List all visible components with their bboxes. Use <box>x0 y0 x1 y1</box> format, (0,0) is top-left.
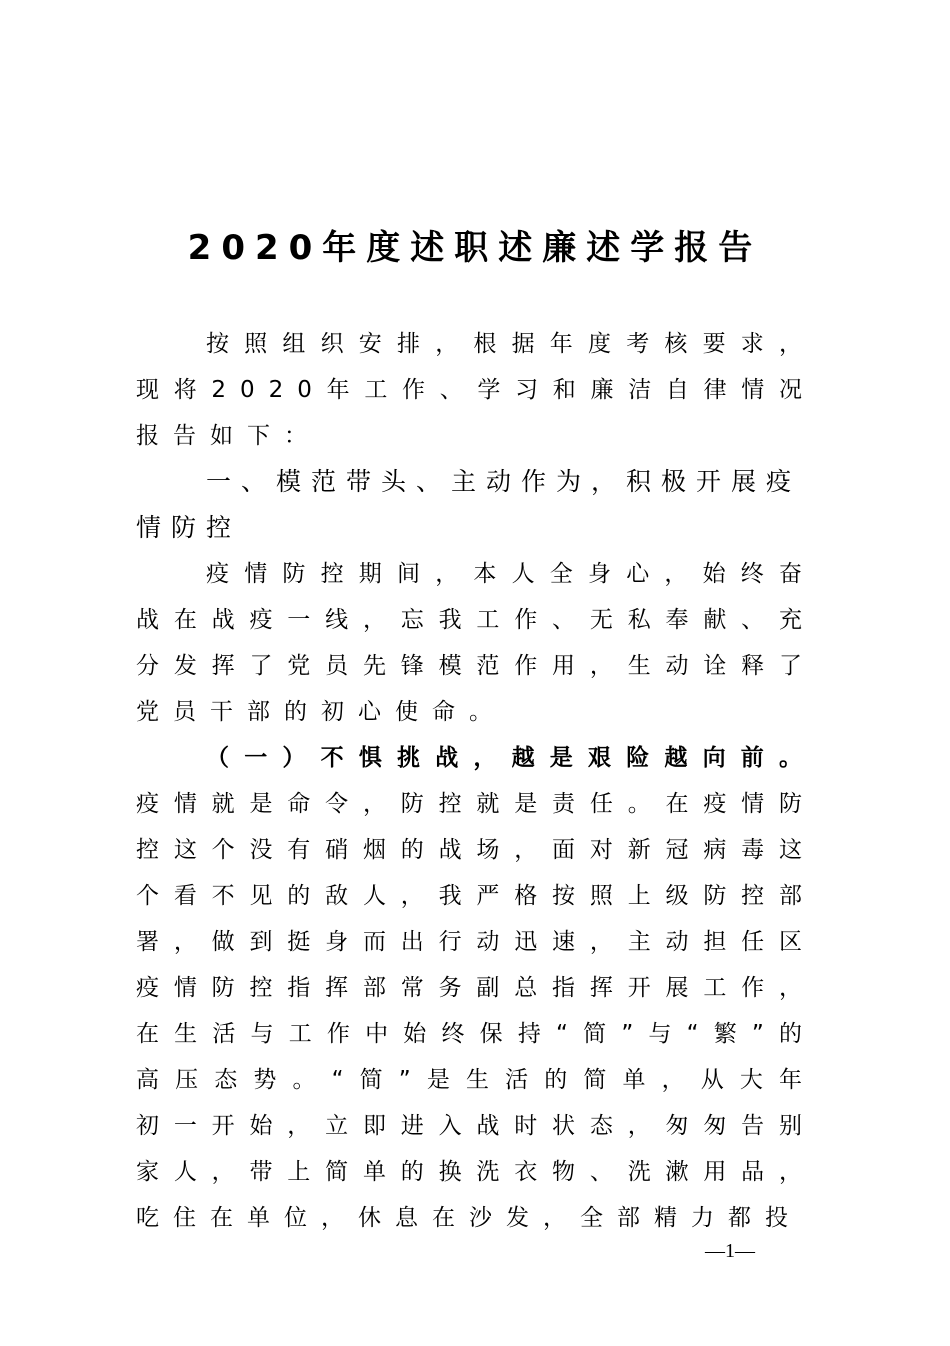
document-title: 2020年度述职述廉述学报告 <box>187 228 763 268</box>
section-1-paragraph: 疫情防控期间，本人全身心，始终奋战在战疫一线，忘我工作、无私奉献、充分发挥了党员先锋模范作用，生动诠释了党员干部的初心使命。 <box>136 561 816 725</box>
section-1-heading: 一、模范带头、主动作为，积极开展疫情防控 <box>136 467 802 542</box>
subsection-1-paragraph <box>136 735 816 1241</box>
subsection-1-lead: （一）不惧挑战，越是艰险越向前。 <box>206 744 816 771</box>
page-number: —1— <box>705 1240 755 1262</box>
document-body <box>136 321 816 1241</box>
subsection-1-body: 疫情就是命令，防控就是责任。在疫情防控这个没有硝烟的战场，面对新冠病毒这个看不见的敌人，我严格按照上级防控部署，做到挺身而出行动迅速，主动担任区疫情防控指挥部常务副总指挥开展工作，在生活与工作中始终保持“简”与“繁”的高压态势。“简”是生活的简单，从大年初一开始，立即进入战时状态，匆匆告别家人，带上简单的换洗衣物、洗漱用品，吃住在单位，休息在沙发，全部精力都投 <box>136 791 816 1231</box>
intro-paragraph: 按照组织安排，根据年度考核要求，现将2020年工作、学习和廉洁自律情况报告如下： <box>136 331 816 449</box>
